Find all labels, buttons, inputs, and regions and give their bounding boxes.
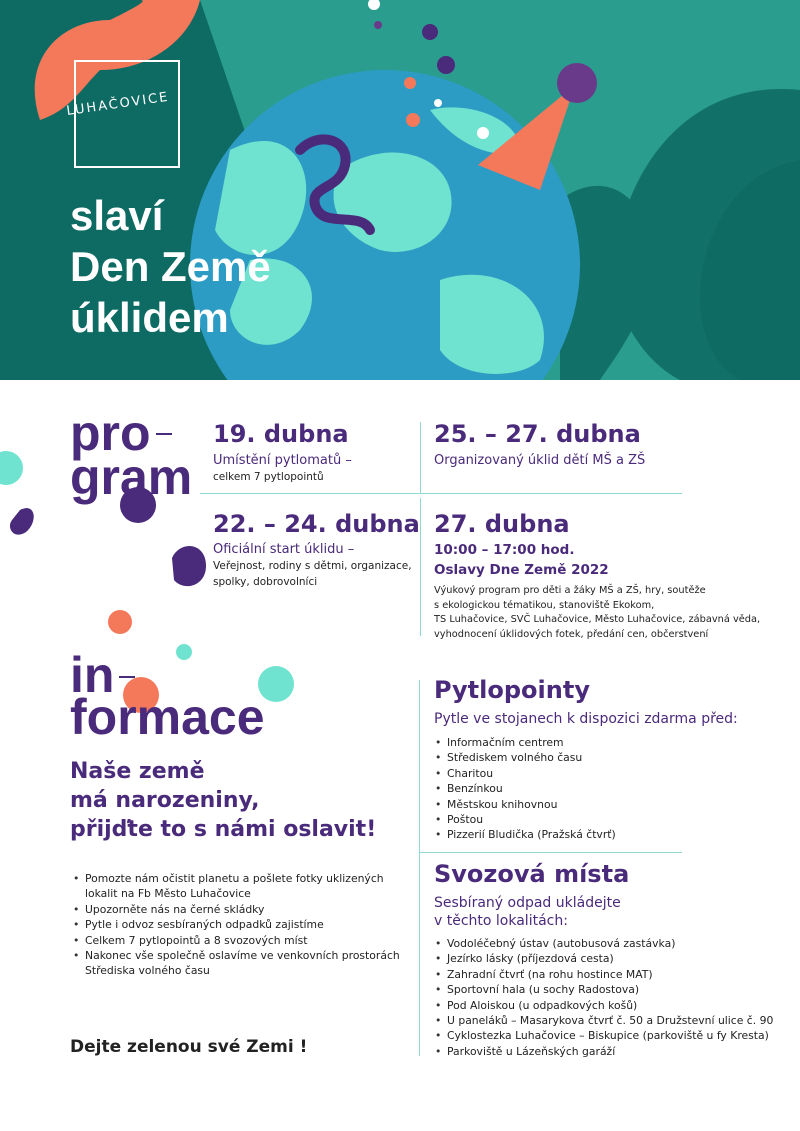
hero-title-line1: slaví <box>70 192 164 239</box>
program-word-top: pro <box>70 405 151 461</box>
program-item2-line1: Organizovaný úklid dětí MŠ a ZŠ <box>434 453 646 468</box>
divider-vertical-bottom <box>420 498 421 636</box>
info-headline <box>70 757 376 844</box>
divider-vertical-top <box>420 422 421 494</box>
info-dash <box>119 676 135 678</box>
list-item: • Benzínkou <box>434 781 774 796</box>
program-item3-line2: Veřejnost, rodiny s dětmi, organizace, <box>213 560 412 572</box>
program-item3-line1: Oficiální start úklidu – <box>213 542 355 557</box>
program-item4-details <box>434 584 760 642</box>
program-date-3: 22. – 24. dubna <box>213 510 420 538</box>
list-item: • Vodoléčebný ústav (autobusová zastávka) <box>434 936 794 951</box>
info-headline-line2: má narozeniny, <box>70 788 260 813</box>
divider-horizontal-right <box>420 852 682 853</box>
program-item4-detail-line: vyhodnocení úklidových fotek, předání cen, občerstvení <box>434 628 709 640</box>
list-item: • Upozorněte nás na černé skládky <box>72 902 402 917</box>
program-item1-line1: Umístění pytlomatů – <box>213 453 352 468</box>
info-headline-line1: Naše země <box>70 759 205 784</box>
list-item: • Nakonec vše společně oslavíme ve venkovních prostorách Střediska volného času <box>72 948 402 979</box>
pytlopointy-title: Pytlopointy <box>434 676 590 704</box>
list-item: • Poštou <box>434 812 774 827</box>
list-item: • Pod Aloiskou (u odpadkových košů) <box>434 998 794 1013</box>
list-item: • Pizzerií Bludička (Pražská čtvrť) <box>434 827 774 842</box>
list-item: • U paneláků – Masarykova čtvrť č. 50 a Družstevní ulice č. 90 <box>434 1013 794 1028</box>
program-date-4: 27. dubna <box>434 510 570 538</box>
program-dash <box>156 433 172 435</box>
program-item4-detail-line: TS Luhačovice, SVČ Luhačovice, Město Luhačovice, zábavná věda, <box>434 614 761 625</box>
list-item: • Charitou <box>434 766 774 781</box>
list-item: • Sportovní hala (u sochy Radostova) <box>434 982 794 997</box>
svoz-list <box>434 936 794 1059</box>
hero-banner <box>0 0 800 380</box>
list-item: • Střediskem volného času <box>434 750 774 765</box>
program-item4-time: 10:00 – 17:00 hod. <box>434 542 575 558</box>
info-word-bottom: formace <box>70 689 265 745</box>
program-item3-line3: spolky, dobrovolníci <box>213 576 318 588</box>
program-word-bottom: gram <box>70 449 193 505</box>
program-item4-detail-line: Výukový program pro děti a žáky MŠ a ZŠ, hry, soutěže <box>434 585 706 596</box>
footer-slogan: Dejte zelenou své Zemi ! <box>70 1037 308 1057</box>
list-item: • Pomozte nám očistit planetu a pošlete fotky uklizených lokalit na Fb Město Luhačovice <box>72 871 402 902</box>
divider-horizontal <box>200 493 682 494</box>
pytlopointy-subtitle: Pytle ve stojanech k dispozici zdarma před: <box>434 711 738 727</box>
program-item4-event: Oslavy Dne Země 2022 <box>434 562 609 578</box>
list-item: • Celkem 7 pytlopointů a 8 svozových míst <box>72 933 402 948</box>
info-headline-line3: přijďte to s námi oslavit! <box>70 817 377 842</box>
hero-title-line3: úklidem <box>70 294 229 341</box>
svoz-subtitle-line2: v těchto lokalitách: <box>434 913 568 929</box>
program-date-2: 25. – 27. dubna <box>434 420 641 448</box>
program-item4-detail-line: s ekologickou tématikou, stanoviště Ekokom, <box>434 599 655 611</box>
svoz-subtitle <box>434 894 621 930</box>
list-item: • Pytle i odvoz sesbíraných odpadků zajistíme <box>72 917 402 932</box>
list-item: • Jezírko lásky (příjezdová cesta) <box>434 951 794 966</box>
pytlopointy-list <box>434 735 774 843</box>
list-item: • Městskou knihovnou <box>434 797 774 812</box>
svoz-title: Svozová místa <box>434 860 630 888</box>
program-item1-line2: celkem 7 pytlopointů <box>213 471 324 483</box>
list-item: • Cyklostezka Luhačovice – Biskupice (parkoviště u fy Kresta) <box>434 1028 794 1043</box>
divider-vertical-right <box>419 680 420 1056</box>
list-item: • Informačním centrem <box>434 735 774 750</box>
list-item: • Zahradní čtvrť (na rohu hostince MAT) <box>434 967 794 982</box>
hero-title <box>70 190 271 343</box>
info-bullet-list <box>72 871 402 979</box>
hero-title-line2: Den Země <box>70 243 271 290</box>
logo-text: LUHAČOVICE <box>65 89 171 119</box>
list-item: • Parkoviště u Lázeňských garáží <box>434 1044 794 1059</box>
info-word-top: in <box>70 647 115 703</box>
program-date-1: 19. dubna <box>213 420 349 448</box>
svoz-subtitle-line1: Sesbíraný odpad ukládejte <box>434 895 621 911</box>
